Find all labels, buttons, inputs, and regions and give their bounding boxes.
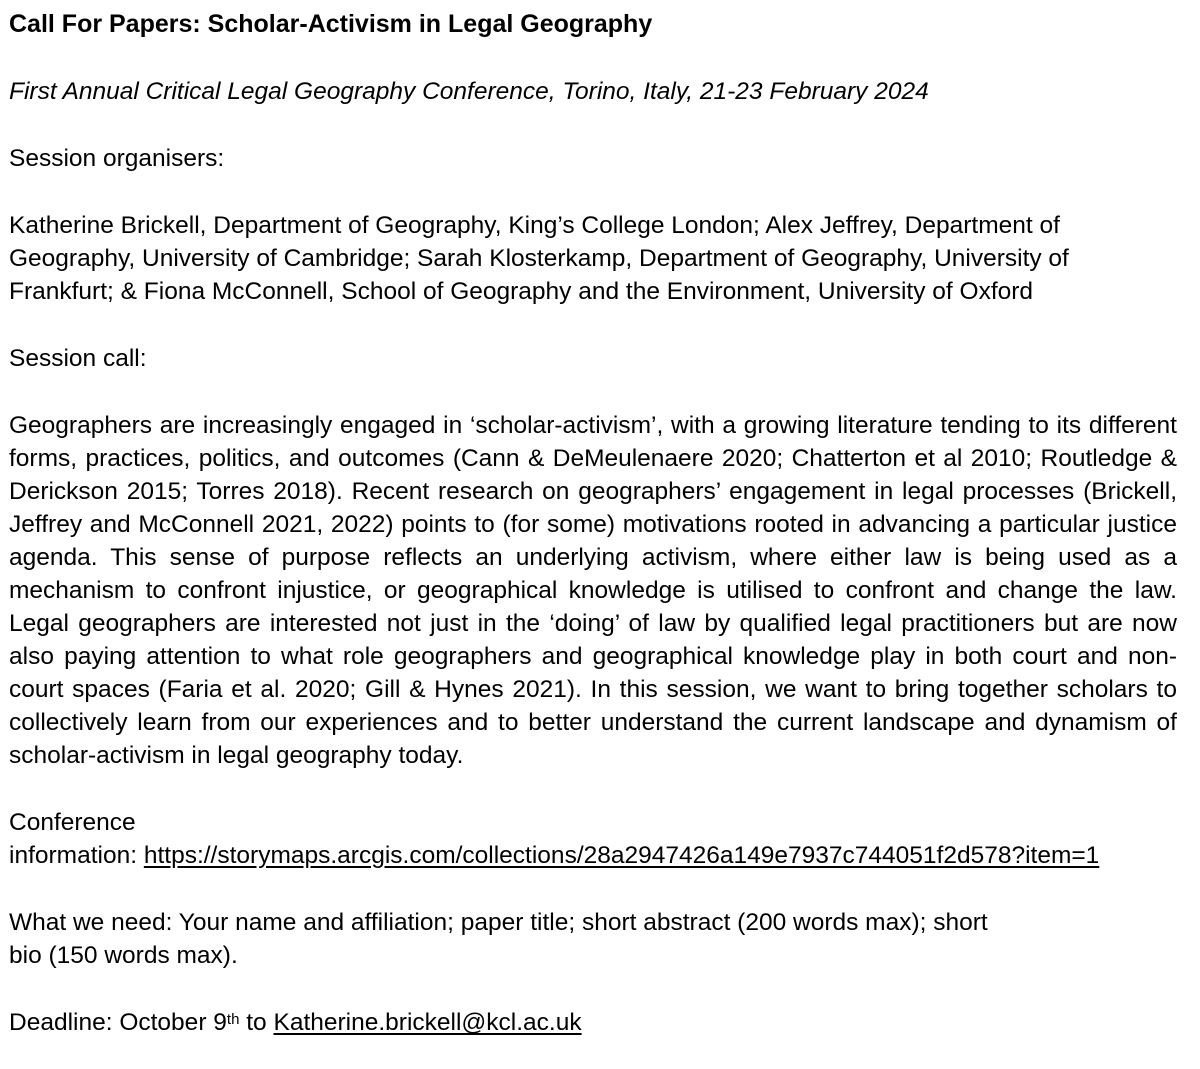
deadline-to: to	[246, 1009, 267, 1036]
requirements-line2: bio (150 words max).	[9, 942, 238, 969]
document-title: Call For Papers: Scholar-Activism in Legal Geography	[9, 10, 653, 38]
conference-subtitle: First Annual Critical Legal Geography Conference, Torino, Italy, 21-23 February 2024	[9, 78, 929, 105]
contact-email-link[interactable]: Katherine.brickell@kcl.ac.uk	[273, 1009, 582, 1036]
requirements-line1: What we need: Your name and affiliation; paper title; short abstract (200 words max); short	[9, 909, 988, 936]
deadline	[9, 1006, 1177, 1039]
conference-label-line2: information:	[9, 842, 138, 869]
conference-information	[9, 806, 1177, 872]
deadline-label: Deadline: October 9	[9, 1009, 227, 1036]
session-call-heading: Session call:	[9, 345, 147, 372]
deadline-ordinal-suffix: th	[226, 1011, 240, 1028]
document	[9, 6, 1177, 1039]
conference-info-line	[9, 839, 1177, 872]
organisers-text: Katherine Brickell, Department of Geography, King’s College London; Alex Jeffrey, Department of Geography, University of Cambridge; Sarah Klosterkamp, Department of Geography, University of Frankfurt; & Fiona McConnell, School of Geography and the Environment, University of Oxford	[9, 212, 1069, 305]
organisers-heading: Session organisers:	[9, 145, 225, 172]
conference-link[interactable]: https://storymaps.arcgis.com/collections/28a2947426a149e7937c744051f2d578?item=1	[143, 842, 1100, 869]
requirements	[9, 906, 1177, 972]
session-call-text: Geographers are increasingly engaged in ‘scholar-activism’, with a growing literature tending to its different forms, practices, politics, and outcomes (Cann & DeMeulenaere 2020; Chatterton et al 2010; Routledge & Derickson 2015; Torres 2018). Recent research on geographers’ engagement in legal processes (Brickell, Jeffrey and McConnell 2021, 2022) points to (for some) motivations rooted in advancing a particular justice agenda. This sense of purpose reflects an underlying activism, where either law is being used as a mechanism to confront injustice, or geographical knowledge is utilised to confront and change the law. Legal geographers are interested not just in the ‘doing’ of law by qualified legal practitioners but are now also paying attention to what role geographers and geographical knowledge play in both court and non-court spaces (Faria et al. 2020; Gill & Hynes 2021). In this session, we want to bring together scholars to collectively learn from our experiences and to better understand the current landscape and dynamism of scholar-activism in legal geography today.	[9, 412, 1177, 769]
conference-label-line1: Conference	[9, 809, 136, 836]
